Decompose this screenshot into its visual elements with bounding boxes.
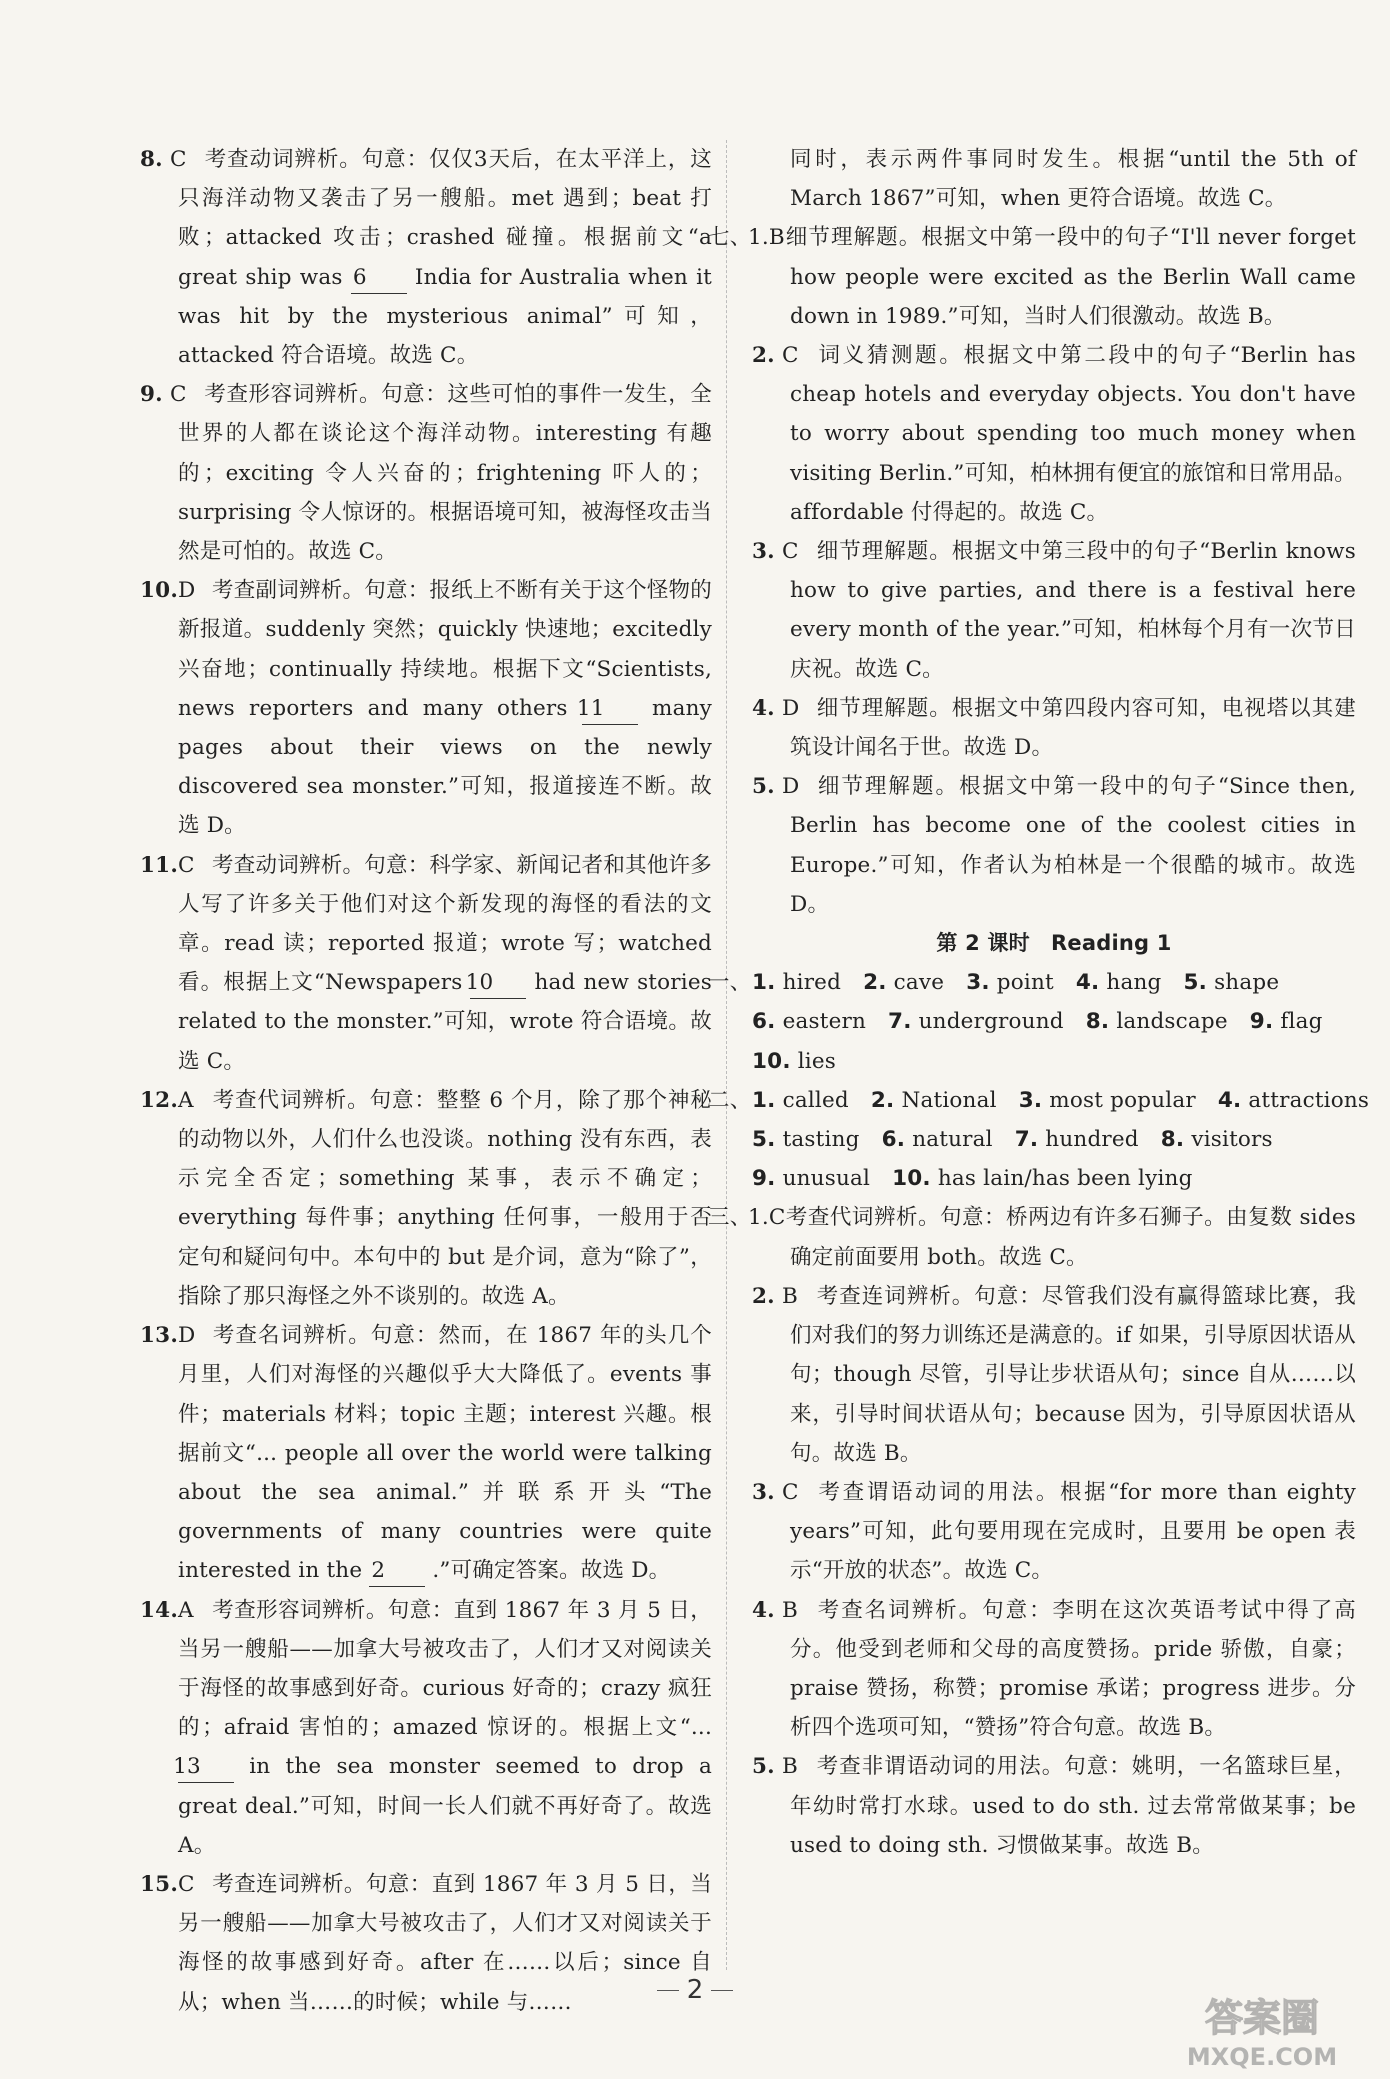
vocab-line xyxy=(708,963,1356,1002)
item-explanation: 考查动词辨析。句意：仅仅3天后，在太平洋上，这只海洋动物又袭击了另一艘船。met 遇到；beat 打败；attacked 攻击；crashed 碰撞。根据前文“a great ship was xyxy=(178,147,712,290)
answer-item xyxy=(708,218,1356,336)
item-explanation: 考查形容词辨析。句意：直到 1867 年 3 月 5 日，当另一艘船——加拿大号被攻击了，人们才又对阅读关于海怪的故事感到好奇。curious 好奇的；crazy 疯狂的；afraid 害怕的；amazed 惊讶的。根据上文“... xyxy=(178,1597,712,1741)
vocab-answer xyxy=(871,1081,997,1120)
answer-item xyxy=(752,1277,1356,1473)
item-number: 14. xyxy=(140,1597,179,1623)
answer-item xyxy=(752,532,1356,689)
vocab-word: hundred xyxy=(1045,1127,1139,1153)
item-answer: B xyxy=(782,1597,798,1623)
answer-item xyxy=(708,1198,1356,1276)
section-two xyxy=(708,1081,1370,1199)
answer-item xyxy=(140,846,712,1081)
item-explanation: 考查谓语动词的用法。根据“for more than eighty years”可知，此句要用现在完成时，且要用 be open 表示“开放的状态”。故选 C。 xyxy=(790,1479,1356,1584)
vocab-number: 4. xyxy=(1075,970,1100,996)
item-answer: B xyxy=(768,225,785,251)
item-number: 5. xyxy=(752,1754,775,1780)
page-number-text: 2 xyxy=(686,1975,704,2005)
answer-blank: 10 xyxy=(470,968,526,999)
vocab-number: 6. xyxy=(881,1127,906,1153)
answer-item xyxy=(752,336,1356,532)
vocab-answer xyxy=(752,1159,870,1198)
item-explanation: 考查连词辨析。句意：直到 1867 年 3 月 5 日，当另一艘船——加拿大号被攻击了，人们才又对阅读关于海怪的故事感到好奇。after 在……以后；since 自从；when 当……的时候；while 与…… xyxy=(178,1871,712,2015)
item-answer: C xyxy=(178,1871,195,1897)
item-answer: A xyxy=(178,1597,194,1623)
item-answer: C xyxy=(178,852,195,878)
answer-item xyxy=(140,375,712,571)
answer-blank: 13 xyxy=(178,1752,234,1783)
vocab-number: 10. xyxy=(892,1166,931,1192)
item-answer: B xyxy=(782,1283,798,1309)
section-label: 三、 xyxy=(708,1205,752,1231)
vocab-word: hang xyxy=(1106,970,1162,996)
item-number: 3. xyxy=(752,1479,775,1505)
item-explanation: 考查名词辨析。句意：李明在这次英语考试中得了高分。他受到老师和父母的高度赞扬。pride 骄傲，自豪；praise 赞扬，称赞；promise 承诺；progress 进步。分析四个选项可知，“赞扬”符合句意。故选 B。 xyxy=(790,1597,1356,1741)
answer-item xyxy=(140,140,712,375)
answer-item xyxy=(140,571,712,845)
vocab-answer xyxy=(752,1081,849,1120)
section-label: 七、 xyxy=(708,225,752,251)
item-explanation-cont: many pages about their views on the newly discovered sea monster.”可知，报道接连不断。故选 D。 xyxy=(178,695,712,839)
item-number: 13. xyxy=(140,1323,179,1349)
item-number: 12. xyxy=(140,1087,179,1113)
vocab-answer xyxy=(1218,1081,1369,1120)
watermark-text: 答案圈 xyxy=(1204,1996,1320,2040)
vocab-line xyxy=(752,1042,1356,1081)
vocab-word: has lain/has been lying xyxy=(937,1166,1193,1192)
item-explanation: 细节理解题。根据文中第一段中的句子“Since then, Berlin has become one of the coolest cities in Europe.”可知，作者认为柏林是一个很酷的城市。故选 D。 xyxy=(790,774,1356,917)
item-answer: C xyxy=(782,343,799,369)
item-number: 1. xyxy=(748,1205,769,1231)
vocab-answer xyxy=(752,1042,836,1081)
item-explanation: 考查形容词辨析。句意：这些可怕的事件一发生，全世界的人都在谈论这个海洋动物。interesting 有趣的；exciting 令人兴奋的；frightening 吓人的；surprising 令人惊讶的。根据语境可知，被海怪攻击当然是可怕的。故选 C。 xyxy=(178,382,712,565)
watermark-logo xyxy=(1152,1983,1372,2073)
vocab-answer xyxy=(863,963,944,1002)
vocab-word: lies xyxy=(797,1048,837,1074)
vocab-number: 2. xyxy=(863,970,887,996)
vocab-number: 10. xyxy=(752,1048,791,1074)
vocab-word: hired xyxy=(782,970,842,996)
answer-blank: 6 xyxy=(351,263,407,294)
vocab-answer xyxy=(1015,1120,1139,1159)
answer-item xyxy=(140,1316,712,1590)
vocab-number: 3. xyxy=(966,970,990,996)
item-explanation: 考查名词辨析。句意：然而，在 1867 年的头几个月里，人们对海怪的兴趣似乎大大降低了。events 事件；materials 材料；topic 主题；interest 兴趣。根据前文“... people all over the world were talking about the sea animal.”并联系开头“The governments of many countries were quite interested in the xyxy=(178,1323,712,1584)
answer-item xyxy=(752,1473,1356,1591)
page-number xyxy=(640,1975,750,2005)
item-explanation-cont: in the sea monster seemed to drop a great deal.”可知，时间一长人们就不再好奇了。故选 A。 xyxy=(178,1754,712,1858)
vocab-answer xyxy=(1161,1120,1273,1159)
item-number: 10. xyxy=(140,578,179,604)
vocab-word: eastern xyxy=(782,1009,867,1035)
item-explanation: 考查非谓语动词的用法。句意：姚明，一名篮球巨星，年幼时常打水球。used to do sth. 过去常常做某事；be used to doing sth. 习惯做某事。故选 B。 xyxy=(790,1754,1356,1858)
vocab-line xyxy=(708,1081,1370,1120)
item-answer: D xyxy=(178,578,196,604)
item-number: 2. xyxy=(752,343,775,369)
vocab-number: 9. xyxy=(1249,1009,1274,1035)
item-answer: C xyxy=(170,382,187,408)
section-seven xyxy=(708,218,1356,924)
item-explanation: 考查动词辨析。句意：科学家、新闻记者和其他许多人写了许多关于他们对这个新发现的海怪的看法的文章。read 读；reported 报道；wrote 写；watched 看。根据上文“Newspapers xyxy=(178,852,712,996)
continuation-text: 同时，表示两件事同时发生。根据“until the 5th of March 1867”可知，when 更符合语境。故选 C。 xyxy=(790,147,1356,212)
item-answer: D xyxy=(782,695,800,721)
section-label: 二、 xyxy=(708,1087,752,1113)
vocab-answer xyxy=(752,1120,860,1159)
vocab-answer xyxy=(1086,1002,1228,1041)
item-number: 9. xyxy=(140,382,163,408)
answer-item xyxy=(752,1591,1356,1748)
vocab-answer xyxy=(1076,963,1162,1002)
item-answer: D xyxy=(178,1323,196,1349)
item-number: 1. xyxy=(748,225,769,251)
item-number: 15. xyxy=(140,1871,179,1897)
item-explanation: 细节理解题。根据文中第一段中的句子“I'll never forget how people were excited as the Berlin Wall came down in 1989.”可知，当时人们很激动。故选 B。 xyxy=(784,225,1356,329)
answer-item xyxy=(140,1591,712,1865)
vocab-word: shape xyxy=(1214,970,1280,996)
vocab-line xyxy=(752,1120,1356,1159)
vocab-word: landscape xyxy=(1116,1009,1228,1035)
vocab-word: visitors xyxy=(1191,1127,1273,1153)
vocab-answer xyxy=(882,1120,993,1159)
vocab-line xyxy=(752,1159,1356,1198)
item-answer: C xyxy=(782,1479,799,1505)
item-number: 8. xyxy=(140,147,163,172)
item-explanation: 考查连词辨析。句意：尽管我们没有赢得篮球比赛，我们对我们的努力训练还是满意的。if 如果，引导原因状语从句；though 尽管，引导让步状语从句；since 自从……以来，引导时间状语从句；because 因为，引导原因状语从句。故选 B。 xyxy=(790,1283,1356,1466)
item-explanation: 考查代词辨析。句意：桥两边有许多石狮子。由复数 sides 确定前面要用 both。故选 C。 xyxy=(785,1205,1356,1270)
left-column xyxy=(140,140,712,2022)
item-number: 11. xyxy=(140,852,179,878)
item-number: 5. xyxy=(752,774,775,800)
item-answer: C xyxy=(170,147,187,172)
item-explanation-cont: had new stories related to the monster.”可知，wrote 符合语境。故选 C。 xyxy=(178,970,712,1074)
vocab-word: underground xyxy=(918,1009,1064,1035)
vocab-number: 8. xyxy=(1160,1127,1185,1153)
vocab-word: attractions xyxy=(1248,1087,1370,1113)
answer-item xyxy=(752,689,1356,767)
answer-blank: 11 xyxy=(582,694,638,725)
vocab-answer xyxy=(1184,963,1280,1002)
item-number: 4. xyxy=(752,1597,775,1623)
vocab-answer xyxy=(1250,1002,1323,1041)
vocab-word: most popular xyxy=(1049,1087,1196,1113)
vocab-number: 6. xyxy=(752,1009,776,1035)
answer-item xyxy=(752,767,1356,924)
item-explanation-cont: .”可确定答案。故选 D。 xyxy=(432,1558,671,1584)
vocab-number: 2. xyxy=(870,1087,895,1113)
dash-right xyxy=(711,1990,733,1991)
answer-item xyxy=(140,1865,712,2022)
dash-left xyxy=(657,1990,679,1991)
vocab-answer xyxy=(752,1002,866,1041)
column-divider xyxy=(726,140,727,1970)
answer-item xyxy=(752,1747,1356,1865)
vocab-number: 7. xyxy=(888,1009,912,1035)
item-number: 3. xyxy=(752,539,775,565)
vocab-number: 1. xyxy=(752,970,776,996)
vocab-number: 8. xyxy=(1085,1009,1110,1035)
section-label: 一、 xyxy=(708,970,752,996)
vocab-word: natural xyxy=(912,1127,993,1153)
vocab-number: 3. xyxy=(1018,1087,1043,1113)
vocab-number: 5. xyxy=(752,1127,776,1153)
vocab-answer xyxy=(892,1159,1192,1198)
vocab-number: 1. xyxy=(752,1087,776,1113)
vocab-answer xyxy=(752,963,841,1002)
vocab-number: 7. xyxy=(1014,1127,1039,1153)
item-explanation: 词义猜测题。根据文中第二段中的句子“Berlin has cheap hotels and everyday objects. You don't have to worry about spending too much money when visiting Berlin.”可知，柏林拥有便宜的旅馆和日常用品。affordable 付得起的。故选 C。 xyxy=(790,343,1356,525)
item-explanation: 考查代词辨析。句意：整整 6 个月，除了那个神秘的动物以外，人们什么也没谈。nothing 没有东西，表示完全否定；something 某事，表示不确定；everything 每件事；anything 任何事，一般用于否定句和疑问句中。本句中的 but 是介词，意为“除了”，指除了那只海怪之外不谈别的。故选 A。 xyxy=(178,1087,712,1309)
vocab-word: called xyxy=(782,1087,849,1113)
item-number: 2. xyxy=(752,1283,775,1309)
lesson-heading: 第 2 课时 Reading 1 xyxy=(936,931,1172,956)
vocab-word: tasting xyxy=(782,1127,860,1153)
watermark-url: MXQE.COM xyxy=(1186,2043,1338,2071)
right-column xyxy=(708,140,1370,1865)
vocab-word: National xyxy=(901,1087,997,1113)
vocab-word: point xyxy=(996,970,1054,996)
section-three xyxy=(708,1198,1356,1864)
item-explanation: 考查副词辨析。句意：报纸上不断有关于这个怪物的新报道。suddenly 突然；quickly 快速地；excitedly 兴奋地；continually 持续地。根据下文“Scientists, news reporters and many others xyxy=(178,578,712,721)
item-answer: C xyxy=(768,1205,786,1231)
item-answer: A xyxy=(178,1087,194,1113)
section-one xyxy=(708,963,1356,1081)
vocab-answer xyxy=(966,963,1054,1002)
item-explanation: 细节理解题。根据文中第三段中的句子“Berlin knows how to give parties, and there is a festival here every month of the year.”可知，柏林每个月有一次节日庆祝。故选 C。 xyxy=(790,539,1356,682)
vocab-answer xyxy=(1019,1081,1196,1120)
vocab-answer xyxy=(888,1002,1064,1041)
vocab-line xyxy=(752,1002,1356,1041)
item-answer: D xyxy=(782,774,800,800)
answer-item xyxy=(140,1081,712,1316)
vocab-number: 4. xyxy=(1217,1087,1242,1113)
item-answer: C xyxy=(782,539,799,565)
vocab-word: unusual xyxy=(782,1166,871,1192)
answer-blank: 2 xyxy=(369,1556,425,1587)
item-explanation: 细节理解题。根据文中第四段内容可知，电视塔以其建筑设计闻名于世。故选 D。 xyxy=(790,695,1356,761)
item-explanation-cont: India for Australia when it was hit by the mysterious animal”可知，attacked 符合语境。故选 C。 xyxy=(178,264,712,369)
item-answer: B xyxy=(782,1754,798,1780)
item-number: 4. xyxy=(752,695,775,721)
vocab-number: 5. xyxy=(1183,970,1208,996)
vocab-word: flag xyxy=(1280,1009,1323,1035)
vocab-number: 9. xyxy=(752,1166,776,1192)
vocab-word: cave xyxy=(893,970,945,996)
